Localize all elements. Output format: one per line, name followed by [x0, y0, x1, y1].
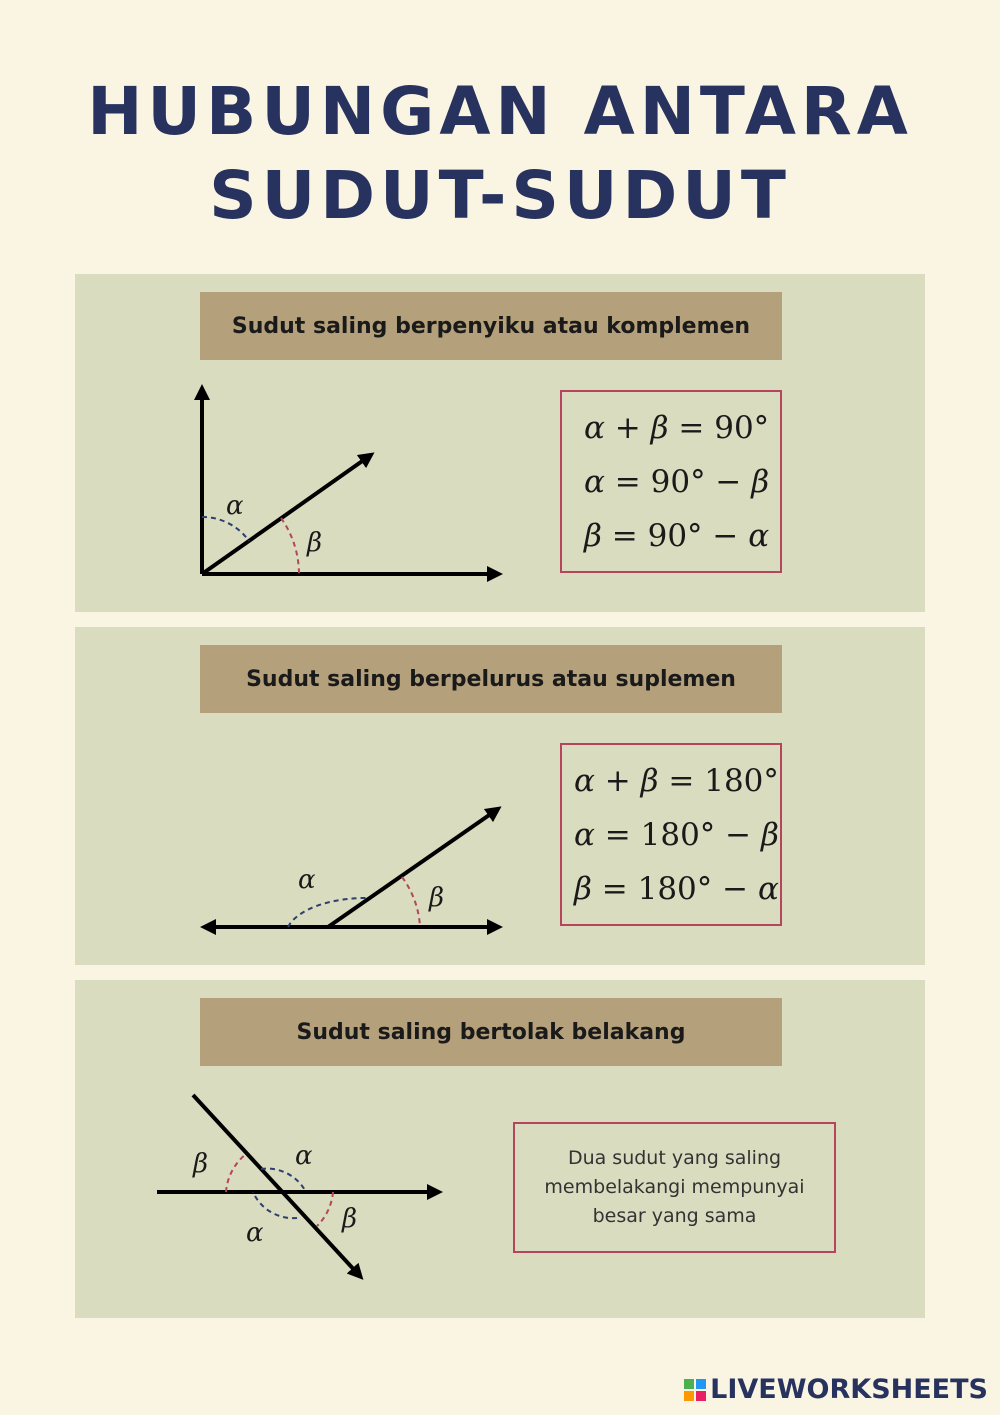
formula-sum: α + β = 90°	[584, 409, 770, 446]
brand-name: LIVEWORKSHEETS	[710, 1374, 988, 1405]
diagonal-line	[193, 1095, 358, 1274]
supplementary-diagram	[75, 627, 925, 965]
brand-logo[interactable]	[684, 1374, 988, 1405]
beta-left-arc	[226, 1154, 246, 1192]
beta-right-label: β	[342, 1204, 358, 1234]
complementary-heading: Sudut saling berpenyiku atau komplemen	[200, 292, 782, 360]
formula-beta: β = 90° − α	[584, 517, 770, 554]
supplementary-panel	[75, 627, 925, 965]
complementary-panel	[75, 274, 925, 612]
supplementary-formula-box	[560, 743, 782, 926]
title-line-2: SUDUT-SUDUT	[209, 157, 791, 234]
alpha-top-label: α	[295, 1141, 313, 1171]
liveworksheets-icon	[684, 1379, 706, 1401]
formula-alpha: α = 90° − β	[584, 463, 770, 500]
beta-label: β	[429, 883, 445, 913]
diagonal-ray	[328, 811, 495, 927]
vertical-angles-heading: Sudut saling bertolak belakang	[200, 998, 782, 1066]
beta-left-label: β	[193, 1149, 209, 1179]
title-line-1: HUBUNGAN ANTARA	[87, 73, 913, 150]
vertical-angles-description: Dua sudut yang saling membelakangi mempunyai besar yang sama	[513, 1122, 836, 1253]
beta-label: β	[307, 528, 323, 558]
alpha-bottom-arc	[253, 1192, 297, 1218]
complementary-formula-box	[560, 390, 782, 573]
page-title	[0, 70, 1000, 238]
alpha-arc	[288, 898, 369, 927]
vertical-angles-panel	[75, 980, 925, 1318]
alpha-label: α	[298, 865, 316, 895]
formula-beta: β = 180° − α	[574, 870, 779, 907]
beta-arc	[281, 518, 299, 574]
alpha-label: α	[226, 491, 244, 521]
complementary-diagram	[75, 274, 925, 612]
beta-arc	[402, 877, 420, 927]
supplementary-heading: Sudut saling berpelurus atau suplemen	[200, 645, 782, 713]
alpha-bottom-label: α	[246, 1218, 264, 1248]
formula-alpha: α = 180° − β	[574, 816, 779, 853]
beta-right-arc	[317, 1192, 333, 1226]
alpha-top-arc	[261, 1169, 306, 1192]
formula-sum: α + β = 180°	[574, 762, 779, 799]
